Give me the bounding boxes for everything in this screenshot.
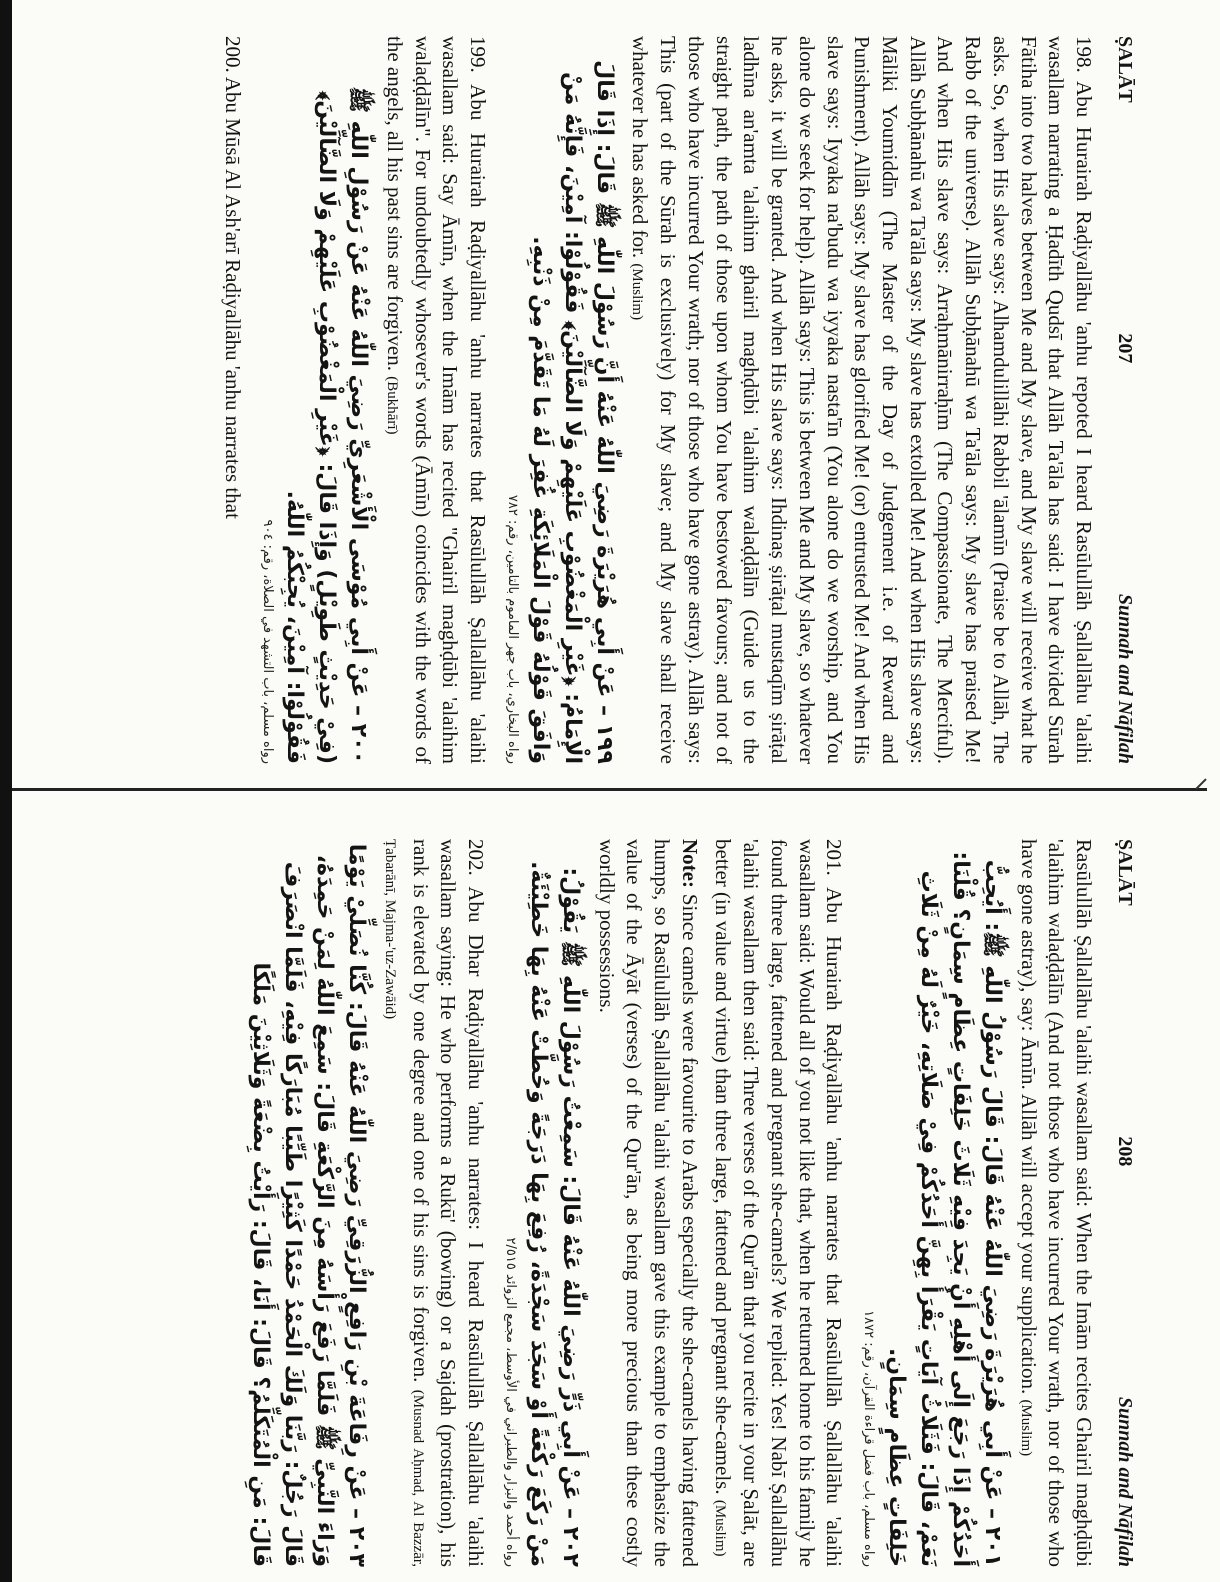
hadith-200-text-continued — [1014, 839, 1097, 1567]
page-208 — [10, 833, 1140, 1573]
page-207 — [10, 30, 1140, 770]
page-header — [1113, 839, 1136, 1567]
page-number: 208 — [1114, 1136, 1136, 1167]
hadith-201-text — [709, 839, 848, 1567]
hadith-199-source: (Bukhārī) — [383, 376, 400, 435]
hadith-199-arabic: ١٩٩ – عَنْ أَبِي هُرَيْرَةَ رَضِيَ اللّٰهُ عَنْهُ أَنَّ رَسُوْلَ اللّٰهِ ﷺ قَالَ: إِذَا قَالَ الْإِمَامُ: ﴿غَيْرِ الْمَغْضُوْبِ عَلَيْهِمْ وَلَا الضَّآلِّيْنَ﴾ فَقُوْلُوْا: آمِيْنَ، فَإِنَّهُ مَنْ وَافَقَ قَوْلُهُ قَوْلَ الْمَلَائِكَةِ غُفِرَ لَهُ مَا تَقَدَّمَ مِنْ ذَنْبِهِ. — [528, 60, 617, 764]
hadith-201-source: (Muslim) — [712, 1499, 729, 1557]
header-running-title: Sunnah and Nāfilah — [1114, 593, 1136, 764]
note-text: Since camels were favourite to Arabs especially the she-camels having fattened humps, so Rasūlullāh Ṣallallāhu 'alaihi wasallam gave this example to emphasize the value of the Āyāt (verses) of the Qur'ān, as being more precious than these costly worldly possessions. — [594, 839, 702, 1567]
fold-marker — [1195, 778, 1216, 799]
page-number: 207 — [1114, 333, 1136, 364]
hadith-198-text — [626, 36, 1097, 764]
hadith-200-text-start: 200. Abu Mūsā Al Ash'arī Raḍiyallāhu 'anhu narrates that — [220, 36, 245, 519]
header-section-title: ṢALĀT — [1114, 839, 1136, 906]
hadith-201-arabic-reference: رواه مسلم، باب فضل قراءة القرآن، رقم: ١٨٧٢ — [861, 1310, 877, 1567]
note-label: Note: — [677, 839, 702, 888]
hadith-201-body: 201. Abu Hurairah Raḍiyallāhu 'anhu narrates that Rasūlullāh Ṣallallāhu 'alaihi wasallam said: Would all of you not like that, when he returned home to his family he found three large, fattened and pregnant she-camels? We replied: Yes! Nabī Ṣallallāhu 'alaihi wasallam then said: Three verses of the Qur'ān that you recite in your Ṣalāt, are better (in value and virtue) than three large, fattened and pregnant she-camels. — [711, 839, 847, 1567]
hadith-202-arabic-reference: رواه أحمد والبزار والطبراني في الأوسط، مجمع الزوائد ٢/٥١٥ — [503, 1237, 519, 1567]
header-section-title: ṢALĀT — [1114, 36, 1136, 103]
hadith-200-arabic-reference: رواه مسلم، باب التشهد في الصلاة، رقم: ٩٠٤ — [259, 519, 275, 764]
hadith-202-body: 202. Abu Dhar Raḍiyallāhu 'anhu narrates: I heard Rasūlullāh Ṣallallāhu 'alaihi wasallam saying: He who performs a Rukū' (bowing) or a Sajdah (prostration), his rank is elevated by one degree and one of his sins is forgiven. — [408, 839, 489, 1567]
hadith-202-arabic: ٢٠٢ – عَنْ أَبِي ذَرٍّ رَضِيَ اللّٰهُ عَنْهُ قَالَ: سَمِعْتُ رَسُوْلَ اللّٰهِ ﷺ يَقُوْلُ: مَنْ رَكَعَ رَكْعَةً أَوْ سَجَدَ سَجْدَةً، رُفِعَ بِهَا دَرَجَةً وَحُطَّتْ عَنْهُ بِهَا خَطِيْئَةٌ. — [525, 861, 583, 1567]
page-fold-line — [12, 788, 1207, 791]
page-header — [1113, 36, 1136, 764]
note-paragraph — [592, 839, 703, 1567]
hadith-201-arabic: ٢٠١ – عَنْ أَبِي هُرَيْرَةَ رَضِيَ اللّٰهُ عَنْهُ قَالَ: قَالَ رَسُوْلُ اللّٰهِ ﷺ: أَيُحِبُّ أَحَدُكُمْ إِذَا رَجَعَ إِلَى أَهْلِهِ أَنْ يَجِدَ فِيْهِ ثَلَاثَ خَلِفَاتٍ عِظَامٍ سِمَانٍ؟ قُلْنَا: نَعَمْ، قَالَ: فَثَلَاثُ آيَاتٍ يَقْرَأُ بِهِنَّ أَحَدُكُمْ فِيْ صَلَاتِهِ، خَيْرٌ لَهُ مِنْ ثَلَاثِ خَلِفَاتٍ عِظَامٍ سِمَانٍ. — [884, 851, 1005, 1567]
hadith-199-arabic-reference: رواه البخاري، باب جهر الماموم بالتامين، رقم: ٧٨٢ — [505, 494, 521, 764]
hadith-202-source: (Musnad Aḥmad, Al Bazzār, Ṭabarānī, Majma-'uz-Zawāid) — [381, 839, 426, 1567]
hadith-199-body: 199. Abu Hurairah Raḍiyallāhu 'anhu narrates that Rasūlullāh Ṣallallāhu 'alaihi wasallam said: Say Āmīn, when the Imām has recited "Ghairil maghḍūbi 'alaihim walaḍḍālīn". For undoubtedly whosever's words (Āmīn) coincides with the words of the angels, all his past sins are forgiven. — [382, 36, 491, 764]
hadith-199-text — [380, 36, 491, 764]
hadith-198-source: (Muslim) — [629, 263, 646, 321]
header-running-title: Sunnah and Nāfilah — [1114, 1396, 1136, 1567]
hadith-198-body: 198. Abu Hurairah Raḍiyallāhu 'anhu repoted I heard Rasūlullāh Ṣallallāhu 'alaihi wasallam narrating a Ḥadīth Qudsī that Allāh Ta'āla has said: I have divided Sūrah Fātiha into two halves between Me and My slave, and My slave will receive what he asks. So, when His slave says: Alhamdulillāhi Rabbil 'ālamīn (Praise be to Allāh, The Rabb of the universe). Allāh Subḥānahū wa Ta'āla says: My slave has praised Me! And when His slave says: Arraḥmānirraḥīm (The Compassionate, The Merciful). Allāh Subḥānahū wa Ta'āla says: My slave has extolled Me! And when His slave says: Māliki Youmiddīn (The Master of the Day of Judgement i.e. of Reward and Punishment). Allāh says: My slave has glorified Me! (or) entrusted Me! And when His slave says: Iyyaka na'budu wa iyyaka nasta'īn (You alone do we worship, and You alone do we seek for help). Allāh says: This is between Me and My slave, so whatever he asks, it will be granted. And when His slave says: Ihdinaṣ ṣirāṭal mustaqīm ṣirāṭal ladhīna an'amta 'alaihim ghairil maghḍūbi 'alaihim walaḍḍālīn (Guide us to the straight path, the path of those upon whom You have bestowed favours; and not of those who have incurred Your wrath; nor of those who have gone astray). Allāh says: This (part of the Sūrah is exclusively) for My slave; and My slave shall receive whatever he has asked for. — [628, 36, 1096, 764]
hadith-200-body: Rasūlullāh Ṣallallāhu 'alaihi wasallam said: When the Imām recites Ghairil maghḍūbi 'alaihim walaḍḍālīn (And not those who have incurred Your wrath, nor of those who have gone astray), say: Āmīn. Allāh will accept your supplication. — [1016, 839, 1096, 1567]
hadith-200-source: (Muslim) — [1017, 1399, 1034, 1457]
hadith-203-arabic: ٢٠٣ – عَنْ رِفَاعَةَ بْنِ رَافِعٍ الزُّرَقِيِّ رَضِيَ اللّٰهُ عَنْهُ قَالَ: كُنَّا نُصَلِّيْ يَوْمًا وَرَاءَ النَّبِيِّ ﷺ فَلَمَّا رَفَعَ رَأْسَهُ مِنَ الرَّكْعَةِ قَالَ: سَمِعَ اللّٰهُ لِمَنْ حَمِدَهُ، قَالَ رَجُلٌ: رَبَّنَا وَلَكَ الْحَمْدُ حَمْدًا كَثِيْرًا طَيِّبًا مُبَارَكًا فِيْهِ، فَلَمَّا انْصَرَفَ قَالَ: مَنِ الْمُتَكَلِّمُ؟ قَالَ: أَنَا، قَالَ: رَأَيْتُ بِضْعَةً وَثَلَاثِيْنَ مَلَكًا — [248, 843, 370, 1567]
hadith-200-arabic: ٢٠٠ – عَنْ أَبِي مُوْسَى الْأَشْعَرِيِّ رَضِيَ اللّٰهُ عَنْهُ عَنْ رَسُوْلِ اللّٰهِ ﷺ (فِيْ حَدِيْثٍ طَوِيْلٍ) وَإِذَا قَالَ: ﴿غَيْرِ الْمَغْضُوْبِ عَلَيْهِمْ وَلَا الضَّآلِّيْنَ﴾ فَقُوْلُوْا: آمِيْنَ، يُجِبْكُمُ اللّٰهُ. — [282, 86, 372, 764]
hadith-202-text — [378, 839, 489, 1567]
